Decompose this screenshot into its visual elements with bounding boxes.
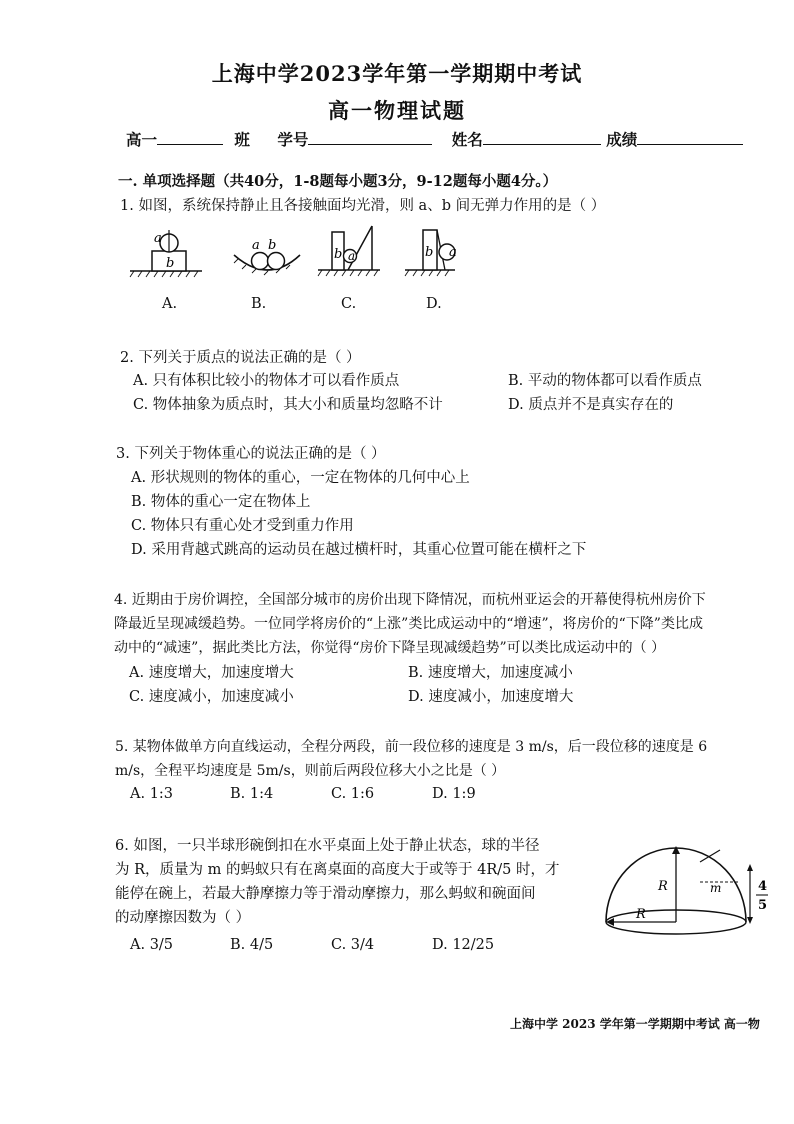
q6-fig-mass-label: m [710, 881, 722, 895]
section-heading: 一. 单项选择题（共40分，1-8题每小题3分，9-12题每小题4分。） [118, 173, 558, 190]
q2-option-d[interactable]: D. 质点并不是真实存在的 [508, 397, 674, 413]
q2-option-c[interactable]: C. 物体抽象为质点时，其大小和质量均忽略不计 [133, 397, 443, 413]
q1-stem: 1. 如图，系统保持静止且各接触面均光滑，则 a、b 间无弹力作用的是（ ） [120, 198, 606, 214]
q1-option-a[interactable]: A. [162, 296, 178, 312]
q6-option-a[interactable]: A. 3/5 [130, 937, 174, 953]
exam-subtitle: 高一物理试题 [328, 98, 466, 123]
q1-figA-letter-b: b [166, 256, 175, 271]
q5-option-b[interactable]: B. 1:4 [230, 786, 274, 802]
grade-label: 高一 [126, 130, 158, 149]
class-label: 班 [234, 130, 250, 149]
q6-line-2: 为 R，质量为 m 的蚂蚁只有在离桌面的高度大于或等于 4R/5 时，才 [115, 862, 560, 878]
q5-line-1: 5. 某物体做单方向直线运动，全程分两段，前一段位移的速度是 3 m/s，后一段位移的速度是 6 [115, 739, 708, 755]
q1-figB-letter-b: b [268, 238, 277, 253]
q1-option-d[interactable]: D. [426, 296, 442, 312]
q5-option-d[interactable]: D. 1:9 [432, 786, 476, 802]
q1-figure-b [228, 225, 308, 285]
exam-title: 上海中学2023学年第一学期期中考试 [211, 61, 583, 86]
q6-hemisphere-figure [600, 838, 794, 948]
q6-option-b[interactable]: B. 4/5 [230, 937, 274, 953]
q4-line-3: 动中的“减速”，据此类比方法，你觉得“房价下降呈现减缓趋势”可以类比成运动中的（ ） [114, 640, 666, 656]
q6-line-3: 能停在碗上，若最大静摩擦力等于滑动摩擦力，那么蚂蚁和碗面间 [115, 886, 536, 902]
q4-option-b[interactable]: B. 速度增大，加速度减小 [408, 665, 573, 681]
score-blank[interactable] [637, 130, 743, 145]
q4-option-a[interactable]: A. 速度增大，加速度增大 [129, 665, 294, 681]
q1-figD-letter-a: a [449, 245, 457, 260]
q6-line-1: 6. 如图，一只半球形碗倒扣在水平桌面上处于静止状态，球的半径 [115, 838, 540, 854]
score-label: 成绩 [606, 130, 638, 149]
q6-fig-height-den: 5 [758, 898, 768, 913]
q2-stem: 2. 下列关于质点的说法正确的是（ ） [120, 350, 361, 366]
q6-fig-height-num: 4 [758, 879, 768, 894]
q3-option-c[interactable]: C. 物体只有重心处才受到重力作用 [131, 518, 354, 534]
name-blank[interactable] [483, 130, 601, 145]
q1-option-c[interactable]: C. [341, 296, 357, 312]
q1-figD-letter-b: b [425, 245, 434, 260]
page-footer: 上海中学 2023 学年第一学期期中考试 高一物 [510, 1017, 760, 1031]
q3-option-a[interactable]: A. 形状规则的物体的重心，一定在物体的几何中心上 [131, 470, 470, 486]
q6-option-c[interactable]: C. 3/4 [331, 937, 375, 953]
q3-option-d[interactable]: D. 采用背越式跳高的运动员在越过横杆时，其重心位置可能在横杆之下 [131, 542, 587, 558]
q1-figC-letter-a: a [348, 249, 356, 263]
q5-option-a[interactable]: A. 1:3 [130, 786, 174, 802]
q4-line-2: 降最近呈现减缓趋势。一位同学将房价的“上涨”类比成运动中的“增速”，将房价的“下降”类比成 [114, 616, 703, 632]
q6-line-4: 的动摩擦因数为（ ） [115, 910, 251, 926]
q6-fig-R-vertical: R [658, 879, 668, 894]
q1-option-b[interactable]: B. [251, 296, 267, 312]
q1-figA-letter-a: a [154, 231, 162, 246]
q4-option-c[interactable]: C. 速度减小，加速度减小 [129, 689, 294, 705]
q3-option-b[interactable]: B. 物体的重心一定在物体上 [131, 494, 311, 510]
q1-figC-letter-b: b [334, 247, 343, 262]
student-id-blank[interactable] [308, 130, 432, 145]
q1-figure-a [130, 225, 210, 285]
q5-line-2: m/s，全程平均速度是 5m/s，则前后两段位移大小之比是（ ） [115, 763, 506, 779]
q3-stem: 3. 下列关于物体重心的说法正确的是（ ） [116, 446, 386, 462]
class-blank[interactable] [157, 130, 223, 145]
q4-line-1: 4. 近期由于房价调控，全国部分城市的房价出现下降情况，而杭州亚运会的开幕使得杭州房价下 [114, 592, 706, 608]
q4-option-d[interactable]: D. 速度减小，加速度增大 [408, 689, 574, 705]
q2-option-b[interactable]: B. 平动的物体都可以看作质点 [508, 373, 702, 389]
q1-figure-c [318, 220, 388, 282]
q2-option-a[interactable]: A. 只有体积比较小的物体才可以看作质点 [133, 373, 400, 389]
q5-option-c[interactable]: C. 1:6 [331, 786, 375, 802]
student-info-line [126, 128, 743, 150]
student-id-label: 学号 [277, 130, 309, 149]
q1-figure-d [405, 220, 477, 282]
q6-fig-R-horizontal: R [636, 907, 646, 922]
name-label: 姓名 [451, 130, 483, 149]
q1-figB-letter-a: a [252, 238, 260, 253]
q6-option-d[interactable]: D. 12/25 [432, 937, 495, 953]
